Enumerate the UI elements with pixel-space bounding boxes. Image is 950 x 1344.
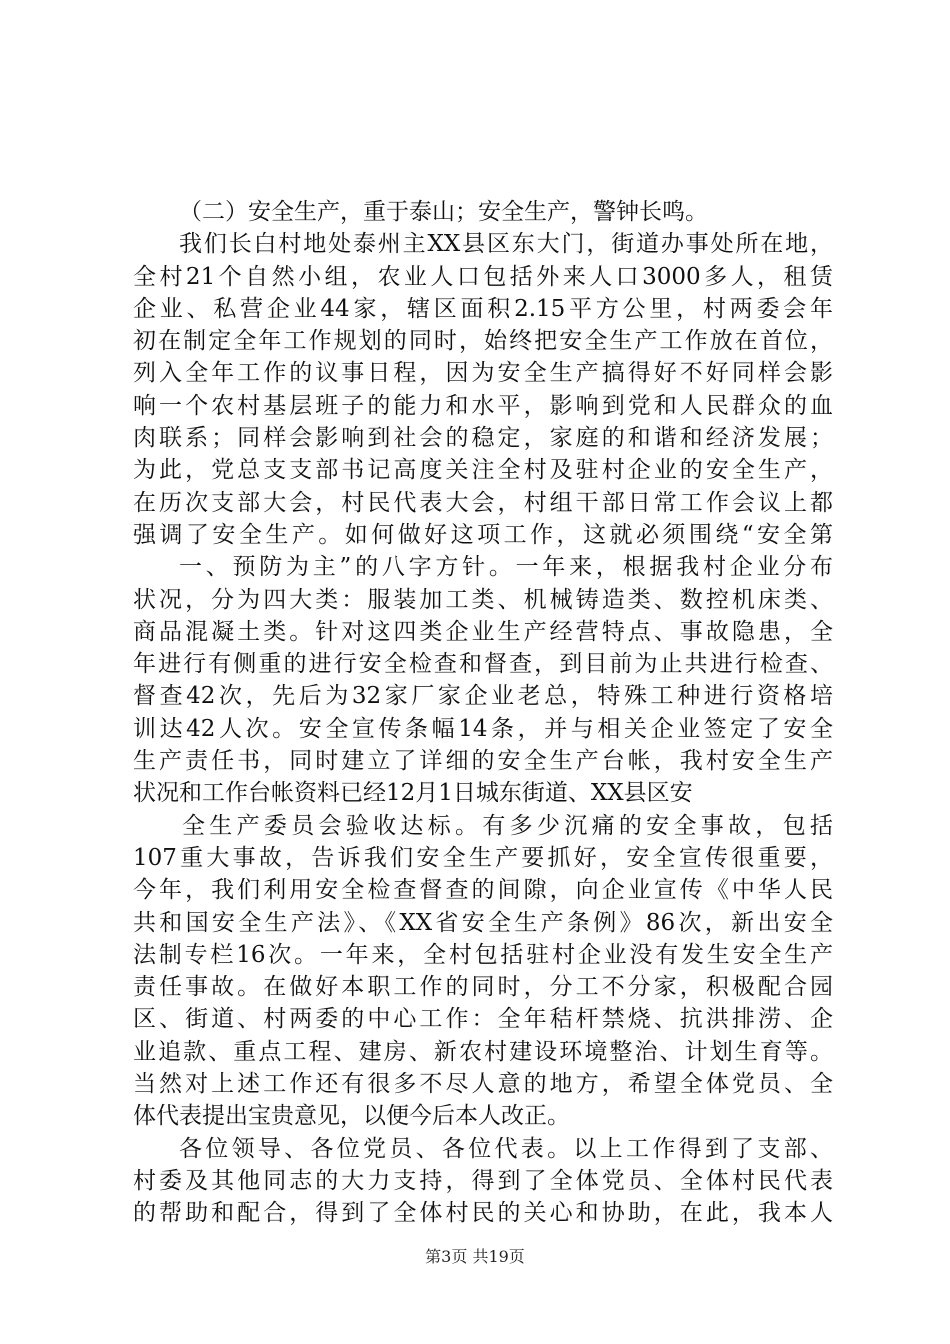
- text-line: 年进行有侧重的进行安全检查和督查，到目前为止共进行检查、: [133, 651, 833, 678]
- text-line: 响一个农村基层班子的能力和水平，影响到党和人民群众的血: [133, 392, 833, 419]
- text-line: 体代表提出宝贵意见，以便今后本人改正。: [133, 1103, 570, 1130]
- text-line: 法制专栏16次。一年来，全村包括驻村企业没有发生安全生产: [133, 941, 833, 968]
- text-line: 肉联系；同样会影响到社会的稳定，家庭的和谐和经济发展；: [133, 425, 833, 452]
- text-line: 责任事故。在做好本职工作的同时，分工不分家，积极配合园: [133, 974, 833, 1001]
- page-number-footer: 第3页 共19页: [425, 1247, 525, 1266]
- text-line: 今年，我们利用安全检查督查的间隙，向企业宣传《中华人民: [133, 877, 833, 904]
- text-line: 状况和工作台帐资料已经12月1日城东街道、XX县区安: [133, 780, 693, 807]
- text-line: 当然对上述工作还有很多不尽人意的地方，希望全体党员、全: [133, 1071, 833, 1098]
- text-line: 区、街道、村两委的中心工作：全年秸杆禁烧、抗洪排涝、企: [133, 1006, 833, 1033]
- text-line: 在历次支部大会，村民代表大会，村组干部日常工作会议上都: [133, 489, 833, 516]
- text-line: 107重大事故，告诉我们安全生产要抓好，安全宣传很重要，: [133, 844, 833, 871]
- text-line: 状况，分为四大类：服装加工类、机械铸造类、数控机床类、: [133, 586, 833, 613]
- document-body: [133, 196, 833, 1230]
- text-line: 业追款、重点工程、建房、新农村建设环境整治、计划生育等。: [133, 1038, 833, 1065]
- text-line: 共和国安全生产法》、《XX省安全生产条例》86次，新出安全: [133, 909, 833, 936]
- text-line: 全生产委员会验收达标。有多少沉痛的安全事故，包括: [182, 812, 833, 839]
- text-line: 全村21个自然小组，农业人口包括外来人口3000多人，租赁: [133, 263, 833, 290]
- text-line: 商品混凝土类。针对这四类企业生产经营特点、事故隐患，全: [133, 618, 833, 645]
- section-heading: （二）安全生产，重于泰山；安全生产，警钟长鸣。: [179, 199, 708, 225]
- text-line: 村委及其他同志的大力支持，得到了全体党员、全体村民代表: [133, 1167, 833, 1194]
- text-line: 为此，党总支支部书记高度关注全村及驻村企业的安全生产，: [133, 457, 833, 484]
- text-line: 的帮助和配合，得到了全体村民的关心和协助，在此，我本人: [133, 1200, 833, 1227]
- text-line: 企业、私营企业44家，辖区面积2.15平方公里，村两委会年: [133, 295, 833, 322]
- text-line: 督查42次，先后为32家厂家企业老总，特殊工种进行资格培: [133, 683, 833, 710]
- text-line: 初在制定全年工作规划的同时，始终把安全生产工作放在首位，: [133, 328, 833, 355]
- text-line: 列入全年工作的议事日程，因为安全生产搞得好不好同样会影: [133, 360, 833, 387]
- text-line: 各位领导、各位党员、各位代表。以上工作得到了支部、: [179, 1135, 833, 1162]
- text-line: 强调了安全生产。如何做好这项工作，这就必须围绕“安全第: [133, 521, 833, 548]
- text-line: 生产责任书，同时建立了详细的安全生产台帐，我村安全生产: [133, 748, 833, 775]
- text-line: 一、预防为主”的八字方针。一年来，根据我村企业分布: [179, 554, 833, 581]
- text-line: 我们长白村地处泰州主XX县区东大门，街道办事处所在地，: [179, 231, 833, 258]
- text-line: 训达42人次。安全宣传条幅14条，并与相关企业签定了安全: [133, 715, 833, 742]
